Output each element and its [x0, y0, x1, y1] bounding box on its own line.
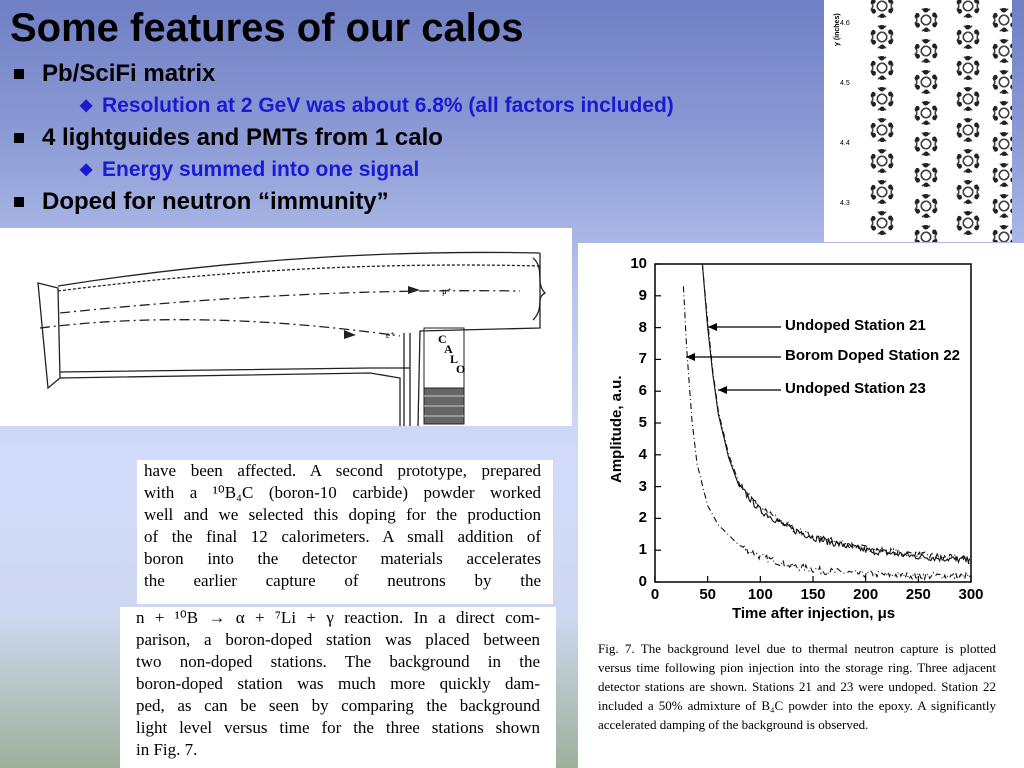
paper-excerpt-1 [137, 460, 553, 604]
bullet-item [14, 122, 674, 154]
fiber-circle [956, 149, 980, 173]
y-axis-label: Amplitude, a.u. [608, 375, 625, 483]
fiber-circle [870, 56, 894, 80]
bullet-text: Pb/SciFi matrix [42, 60, 216, 87]
fiber-circle [870, 25, 894, 49]
bullet-item [14, 186, 674, 218]
fiber-circle [914, 132, 938, 156]
paper-excerpt-2 [120, 607, 556, 768]
excerpt-line: light level versus time for the three stations shown [136, 718, 540, 737]
fiber-circle [870, 180, 894, 204]
fiber-matrix-image [824, 0, 1012, 242]
legend-arrowhead [718, 386, 727, 394]
fiber-circle [870, 118, 894, 142]
scan-tick: 4.6 [840, 20, 850, 27]
fiber-circle [870, 0, 894, 18]
fiber-circle [956, 0, 980, 18]
fiber-circle [992, 8, 1012, 32]
excerpt-line: two non-doped stations. The background in the [136, 652, 540, 671]
x-tick-label: 100 [747, 586, 773, 603]
scan-tick: 4.4 [840, 140, 850, 147]
excerpt-line: well and we selected this doping for the production [144, 505, 541, 524]
fiber-circle [914, 163, 938, 187]
fiber-circle [914, 8, 938, 32]
y-tick-label: 4 [638, 445, 647, 463]
x-tick-label: 300 [958, 586, 984, 603]
fiber-circle [914, 225, 938, 242]
y-tick-label: 3 [638, 477, 647, 495]
schematic-drawing [0, 228, 572, 426]
excerpt-line: boron-doped station was much more quickly dam- [136, 674, 540, 693]
fiber-circle [914, 70, 938, 94]
series-line [702, 264, 969, 562]
y-tick-label: 9 [638, 286, 647, 304]
excerpt-line: boron into the detector materials accelerates [144, 549, 541, 568]
x-tick-label: 0 [650, 586, 660, 603]
fiber-circle [992, 132, 1012, 156]
plot-frame [655, 264, 971, 582]
fiber-circle [914, 194, 938, 218]
muon-label: μ⁺ [442, 286, 452, 296]
excerpt-line: have been affected. A second prototype, prepared [144, 461, 541, 480]
y-tick-label: 6 [638, 382, 647, 400]
y-tick-label: 2 [638, 509, 647, 527]
y-tick-label: 8 [638, 318, 647, 336]
fiber-circle [956, 56, 980, 80]
excerpt-line: of the final 12 calorimeters. A small addition of [144, 527, 541, 546]
calo-letter: L [450, 352, 459, 366]
series-line [702, 264, 969, 563]
bullet-item [14, 58, 674, 90]
x-tick-label: 150 [800, 586, 826, 603]
square-bullet-icon [14, 69, 24, 79]
x-tick-label: 200 [853, 586, 879, 603]
calo-schematic [0, 228, 572, 426]
fiber-circle [956, 25, 980, 49]
y-tick-label: 10 [630, 255, 647, 272]
y-tick-label: 1 [638, 541, 647, 559]
excerpt-line: parison, a boron-doped station was placed between [136, 630, 540, 649]
sub-bullet-text: Energy summed into one signal [102, 158, 420, 181]
fiber-circle [992, 225, 1012, 242]
fiber-circle [992, 194, 1012, 218]
fiber-circle [956, 180, 980, 204]
fiber-circle [956, 118, 980, 142]
calo-letter: C [438, 332, 447, 346]
scan-tick: 4.5 [840, 80, 850, 87]
x-tick-label: 50 [699, 586, 716, 603]
legend-entry: Undoped Station 23 [785, 380, 926, 397]
excerpt-line: the earlier capture of neutrons by the [144, 571, 541, 590]
slide-title: Some features of our calos [10, 6, 524, 50]
x-axis-label: Time after injection, μs [732, 605, 896, 622]
bullet-text: Doped for neutron “immunity” [42, 188, 389, 215]
diamond-bullet-icon: ◆ [80, 97, 93, 114]
fiber-circle [914, 101, 938, 125]
excerpt-line: in Fig. 7. [136, 740, 198, 759]
fiber-circle [992, 70, 1012, 94]
excerpt-line: with a ¹⁰B₄C (boron-10 carbide) powder worked [144, 483, 541, 502]
positron-label: e⁺ [386, 330, 395, 340]
figure-caption: Fig. 7. The background level due to thermal neutron capture is plotted versus time following pion injection into the storage ring. Three adjacent detector stations are shown. Stations 21 and 23 were undoped. Station 22 included a 50% admixture of B₄C powder into the epoxy. A significantly accelerated damping of the background is observed. [598, 641, 996, 732]
x-tick-label: 250 [905, 586, 931, 603]
fiber-circle [992, 101, 1012, 125]
fiber-circle [914, 39, 938, 63]
y-tick-label: 5 [638, 414, 647, 431]
scan-axis-label: y (inches) [834, 13, 841, 46]
fiber-circle [870, 211, 894, 235]
scan-tick: 4.3 [840, 200, 850, 207]
fiber-circle [870, 149, 894, 173]
legend-entry: Undoped Station 21 [785, 317, 926, 334]
bullet-text: 4 lightguides and PMTs from 1 calo [42, 124, 443, 151]
legend-entry: Borom Doped Station 22 [785, 347, 961, 364]
fiber-circle [956, 211, 980, 235]
excerpt-line: ped, as can be seen by comparing the background [136, 696, 540, 715]
fiber-circle [992, 163, 1012, 187]
sub-bullet-item [14, 154, 674, 186]
calo-letter: O [456, 362, 466, 376]
bullet-list [14, 58, 674, 218]
amplitude-figure [578, 243, 1024, 768]
excerpt-line: n + ¹⁰B → α + ⁷Li + γ reaction. In a direct com- [136, 608, 540, 627]
square-bullet-icon [14, 133, 24, 143]
square-bullet-icon [14, 197, 24, 207]
diamond-bullet-icon: ◆ [80, 161, 93, 178]
sub-bullet-item [14, 90, 674, 122]
fiber-circle [992, 39, 1012, 63]
y-tick-label: 7 [638, 350, 647, 368]
y-tick-label: 0 [638, 573, 647, 590]
fiber-circle [956, 87, 980, 111]
legend-arrowhead [708, 323, 717, 331]
fiber-circle [870, 87, 894, 111]
calo-letter: A [444, 342, 453, 356]
sub-bullet-text: Resolution at 2 GeV was about 6.8% (all factors included) [102, 94, 674, 117]
